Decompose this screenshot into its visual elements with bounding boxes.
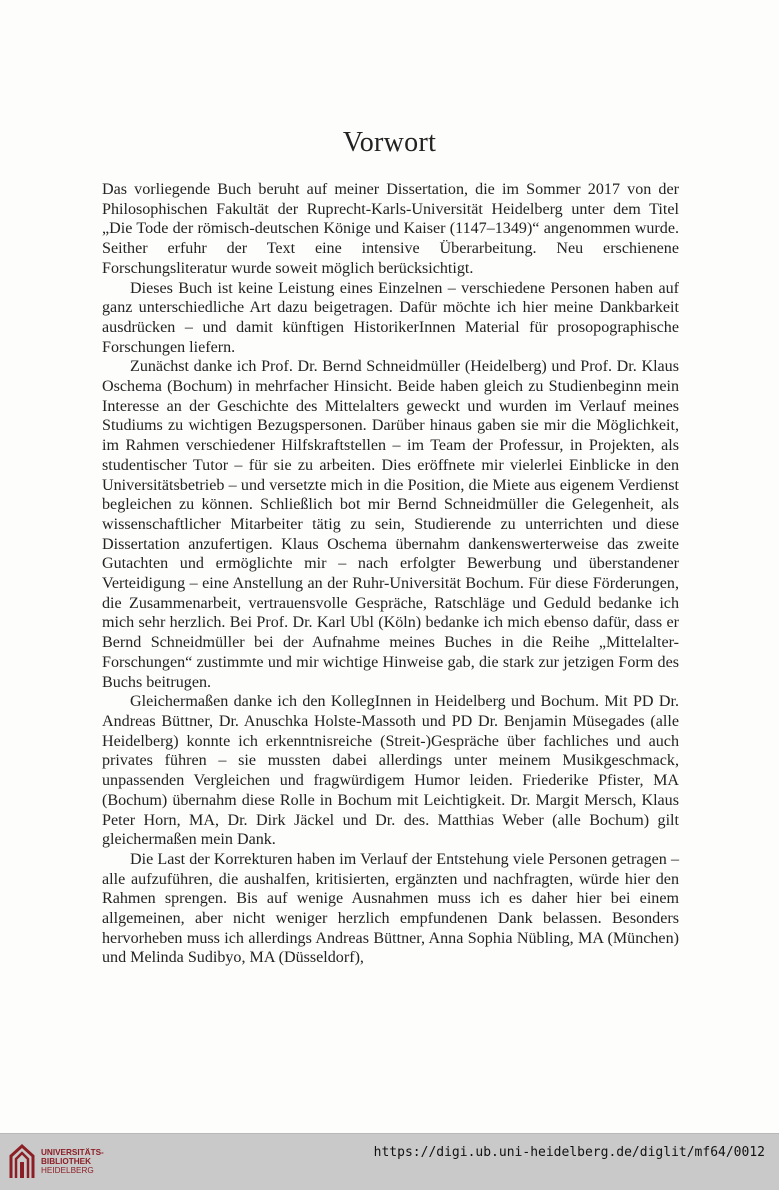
viewer-footer bbox=[0, 1133, 779, 1190]
paragraph-3: Zunächst danke ich Prof. Dr. Bernd Schneidmüller (Heidelberg) und Prof. Dr. Klaus Oschema (Bochum) in mehrfacher Hinsicht. Beide haben gleich zu Studienbeginn mein Interesse an der Geschichte des Mittelalters geweckt und wurden im Verlauf meines Studiums zu wichtigen Bezugspersonen. Darüber hinaus gaben sie mir die Möglichkeit, im Rahmen verschiedener Hilfskraftstellen – im Team der Professur, in Projekten, als studentischer Tutor – für sie zu arbeiten. Dies eröffnete mir vielerlei Einblicke in den Universitätsbetrieb – und versetzte mich in die Position, die Miete aus eigenem Verdienst begleichen zu können. Schließlich bot mir Bernd Schneidmüller die Gelegenheit, als wissenschaftlicher Mitarbeiter tätig zu sein, Studierende zu unterrichten und diese Dissertation anzufertigen. Klaus Oschema übernahm dankenswerterweise das zweite Gutachten und ermöglichte mir – nach erfolgter Bewerbung und überstandener Verteidigung – eine Anstellung an der Ruhr-Universität Bochum. Für diese Förderungen, die Zusammenarbeit, vertrauensvolle Gespräche, Ratschläge und Geduld bedanke ich mich sehr herzlich. Bei Prof. Dr. Karl Ubl (Köln) bedanke ich mich ebenso dafür, dass er Bernd Schneidmüller bei der Aufnahme meines Buches in die Reihe „Mittelalter-Forschungen“ zustimmte und mir wichtige Hinweise gab, die stark zur jetzigen Form des Buchs beitrugen. bbox=[102, 358, 679, 691]
library-seal-icon bbox=[8, 1142, 36, 1180]
paragraph-5: Die Last der Korrekturen haben im Verlauf der Entstehung viele Personen getragen – alle aufzuführen, die aushalfen, kritisierten, ergänzten und nachfragten, würde hier den Rahmen sprengen. Bis auf wenige Ausnahmen muss ich es daher hier bei einem allgemeinen, aber nicht weniger herzlich empfundenen Dank belassen. Besonders hervorheben muss ich allerdings Andreas Büttner, Anna Sophia Nübling, MA (München) und Melinda Sudibyo, MA (Düsseldorf), bbox=[102, 850, 679, 967]
library-name-line-1: UNIVERSITÄTS- bbox=[41, 1147, 104, 1157]
permalink-url[interactable]: https://digi.ub.uni-heidelberg.de/diglit/mf64/0012 bbox=[373, 1145, 765, 1160]
body-text bbox=[102, 180, 679, 968]
library-name bbox=[41, 1148, 104, 1175]
paragraph-2: Dieses Buch ist keine Leistung eines Einzelnen – verschiedene Personen haben auf ganz unterschiedliche Art dazu beigetragen. Dafür möchte ich hier meine Dankbarkeit ausdrücken – und damit künftigen HistorikerInnen Material für prosopographische Forschungen liefern. bbox=[102, 279, 679, 356]
paragraph-4: Gleichermaßen danke ich den KollegInnen in Heidelberg und Bochum. Mit PD Dr. Andreas Büttner, Dr. Anuschka Holste-Massoth und PD Dr. Benjamin Müsegades (alle Heidelberg) konnte ich erkenntnisreiche (Streit-)Gespräche über fachliches und auch privates führen – sie mussten dabei allerdings unter meinem Musikgeschmack, unpassenden Vergleichen und fragwürdigem Humor leiden. Friederike Pfister, MA (Bochum) übernahm diese Rolle in Bochum mit Leichtigkeit. Dr. Margit Mersch, Klaus Peter Horn, MA, Dr. Dirk Jäckel und Dr. des. Matthias Weber (alle Bochum) gilt gleichermaßen mein Dank. bbox=[102, 693, 679, 849]
library-name-line-3: HEIDELBERG bbox=[41, 1165, 94, 1175]
paragraph-1: Das vorliegende Buch beruht auf meiner Dissertation, die im Sommer 2017 von der Philosophischen Fakultät der Ruprecht-Karls-Universität Heidelberg unter dem Titel „Die Tode der römisch-deutschen Könige und Kaiser (1147–1349)“ angenommen wurde. Seither erfuhr der Text eine intensive Überarbeitung. Neu erschienene Forschungsliteratur wurde soweit möglich berücksichtigt. bbox=[102, 181, 679, 277]
library-name-line-2: BIBLIOTHEK bbox=[41, 1156, 92, 1166]
page-title: Vorwort bbox=[342, 127, 437, 158]
library-logo[interactable] bbox=[8, 1142, 104, 1180]
